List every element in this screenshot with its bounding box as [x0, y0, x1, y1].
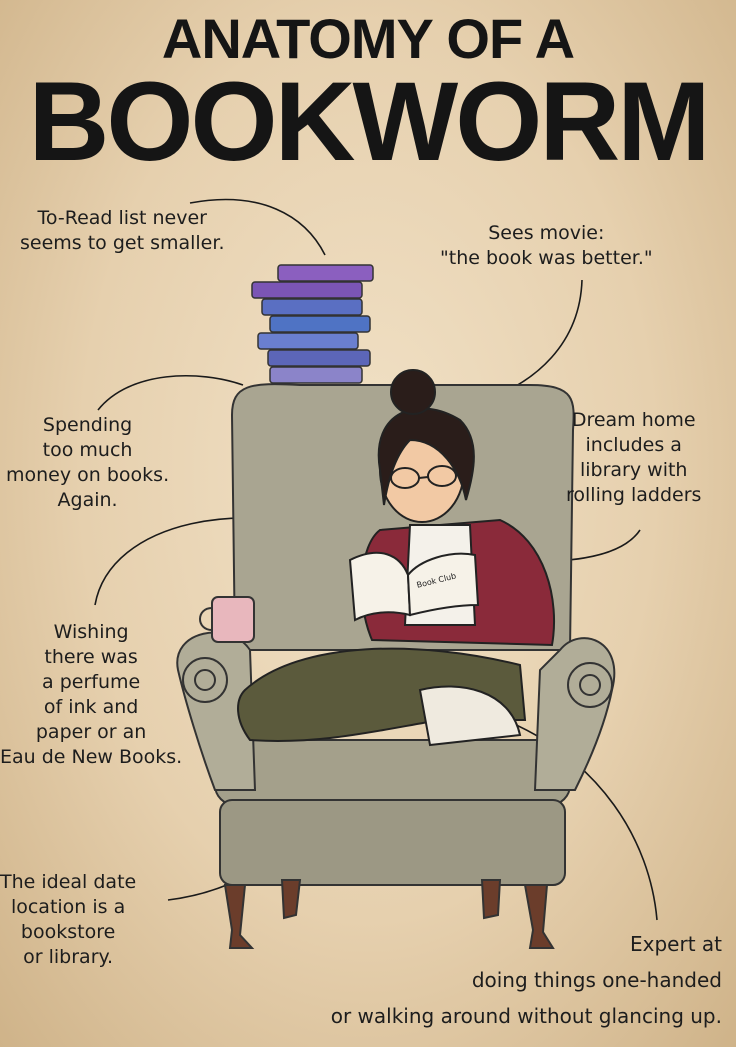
note-one-handed: [331, 926, 722, 1034]
note-sees-movie: [440, 221, 653, 271]
book-cover-text: Book Club: [415, 571, 458, 590]
note-line: To-Read list never: [37, 207, 207, 229]
note-line: money on books.: [6, 464, 170, 486]
note-line: Spending: [42, 414, 133, 436]
note-to-read: [20, 206, 224, 256]
note-line: Sees movie:: [488, 222, 605, 244]
note-line: too much: [42, 439, 133, 461]
note-line: library with: [579, 459, 688, 481]
hair-bun: [391, 370, 435, 414]
note-dream-home: [566, 408, 701, 508]
note-perfume: [0, 620, 182, 770]
chair-leg: [282, 880, 300, 918]
note-spending: [6, 413, 169, 513]
note-line: Wishing: [53, 621, 129, 643]
note-line: "the book was better.": [440, 247, 653, 269]
note-line: includes a: [585, 434, 682, 456]
note-line: location is a: [10, 896, 126, 918]
note-line: Eau de New Books.: [0, 746, 183, 768]
note-line: doing things one-handed: [471, 968, 722, 992]
note-line: or walking around without glancing up.: [330, 1004, 722, 1028]
title-line-2: BOOKWORM: [28, 59, 708, 184]
book-left-page: [350, 553, 410, 620]
note-line: paper or an: [35, 721, 147, 743]
book-stack: [252, 265, 373, 383]
note-line: bookstore: [20, 921, 116, 943]
chair-leg: [225, 885, 252, 948]
note-line: Again.: [57, 489, 118, 511]
note-line: The ideal date: [0, 871, 137, 893]
connector-spending: [98, 376, 243, 410]
note-line: a perfume: [42, 671, 141, 693]
note-line: of ink and: [43, 696, 139, 718]
note-line: Expert at: [630, 932, 722, 956]
note-line: rolling ladders: [566, 484, 702, 506]
note-line: Dream home: [571, 409, 696, 431]
note-line: there was: [44, 646, 138, 668]
note-line: or library.: [23, 946, 114, 968]
note-ideal-date: [0, 870, 136, 970]
chair-leg: [482, 880, 500, 918]
title-line-1: ANATOMY OF A: [161, 7, 575, 70]
note-line: seems to get smaller.: [20, 232, 225, 254]
